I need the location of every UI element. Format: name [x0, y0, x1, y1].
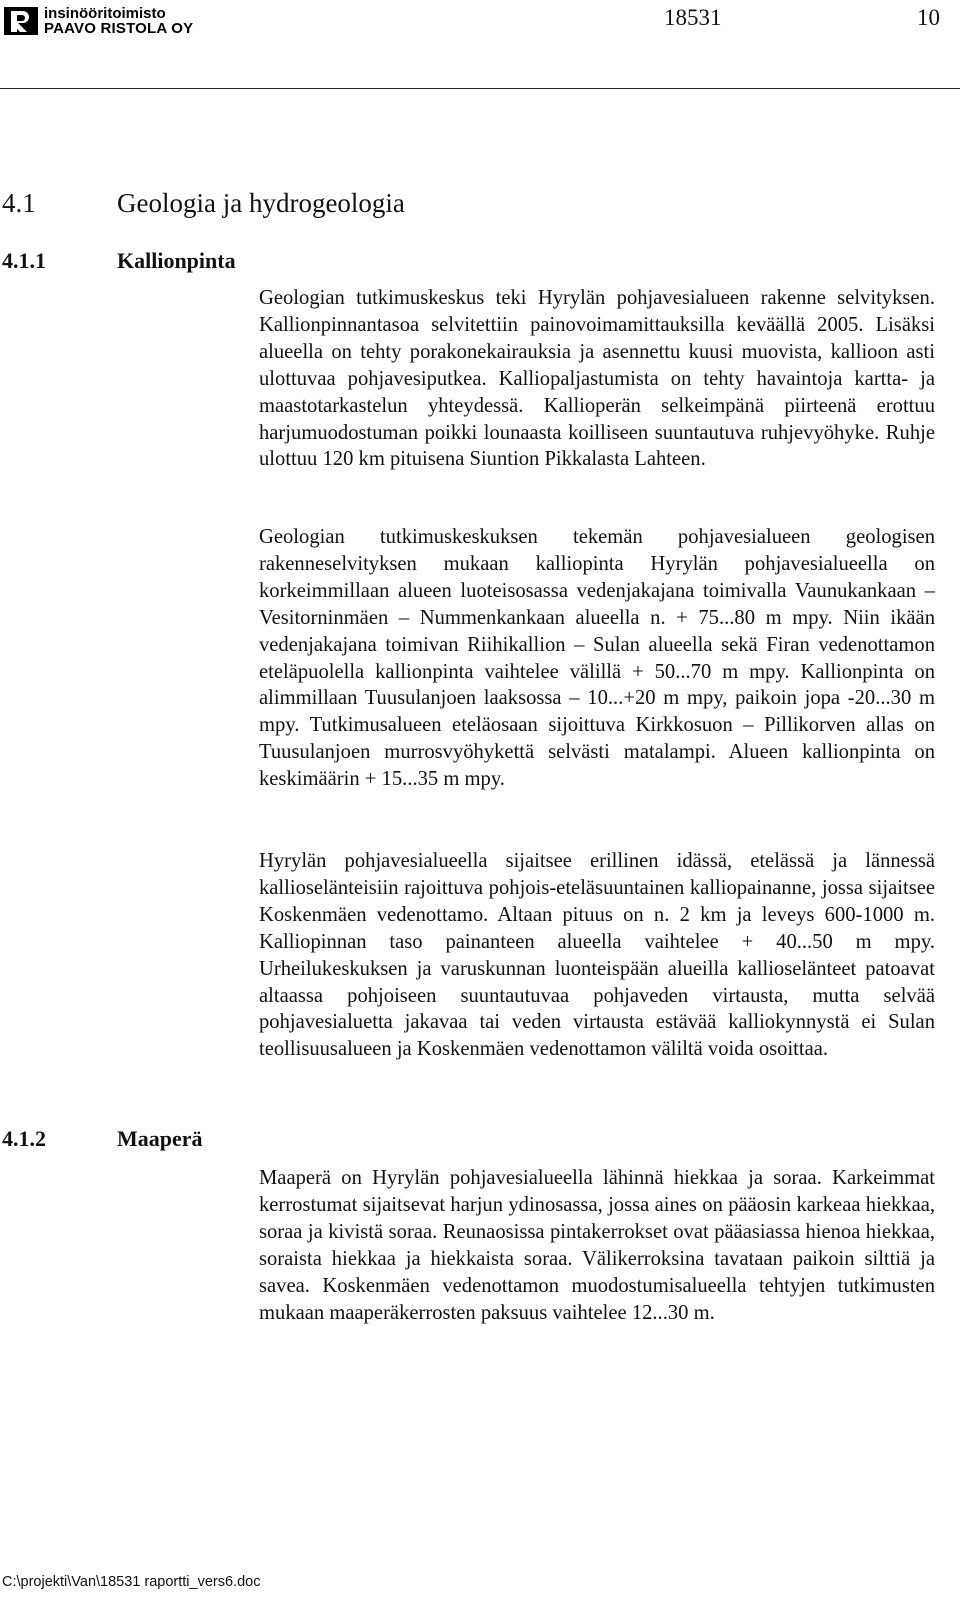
page-number: 10 — [917, 5, 940, 30]
paragraph: Geologian tutkimuskeskus teki Hyrylän pohjavesialueen rakenne selvityksen. Kallionpinnantasoa selvitettiin painovoimamittauksilla keväällä 2005. Lisäksi alueella on tehty porakonekairauksia ja asennettu kuusi muovista, kallioon asti ulottuvaa pohjavesiputkea. Kalliopaljastumista on tehty havaintoja kartta- ja maastotarkastelun yhteydessä. Kallioperän selkeimpänä piirteenä erottuu harjumuodostuman poikki lounaasta koilliseen suuntautuva ruhjevyöhyke. Ruhje ulottuu 120 km pituisena Siuntion Pikkalasta Lahteen. — [259, 287, 935, 471]
company-name-line2: PAAVO RISTOLA OY — [44, 20, 194, 37]
subsection-number: 4.1.1 — [2, 248, 46, 273]
section-number: 4.1 — [2, 188, 36, 218]
company-logo — [4, 6, 274, 36]
document-number: 18531 — [664, 5, 722, 30]
subsection-title: Kallionpinta — [117, 248, 236, 273]
company-name-line1: insinööritoimisto — [44, 5, 166, 22]
header-divider — [0, 88, 960, 89]
company-logo-mark-icon — [4, 7, 38, 35]
paragraph: Hyrylän pohjavesialueella sijaitsee erillinen idässä, etelässä ja lännessä kallioselänteisiin rajoittuva pohjois-eteläsuuntainen kalliopainanne, jossa sijaitsee Koskenmäen vedenottamo. Altaan pituus on n. 2 km ja leveys 600-1000 m. Kalliopinnan taso painanteen alueella vaihtelee + 40...50 m mpy. Urheilukeskuksen ja varuskunnan luonteispään alueilla kallioselänteet patoavat altaassa pohjoiseen suuntautuvaa pohjaveden virtausta, mutta selvää pohjavesialuetta jakavaa tai veden virtausta estävää kalliokynnystä ei Sulan teollisuusalueen ja Koskenmäen vedenottamon väliltä voida osoittaa. — [259, 850, 935, 1061]
section-title: Geologia ja hydrogeologia — [117, 188, 405, 218]
subsection-number: 4.1.2 — [2, 1126, 46, 1151]
paragraph: Maaperä on Hyrylän pohjavesialueella lähinnä hiekkaa ja soraa. Karkeimmat kerrostumat sijaitsevat harjun ydinosassa, jossa aines on pääosin karkeaa hiekkaa, soraa ja kivistä soraa. Reunaosissa pintakerrokset ovat pääasiassa hienoa hiekkaa, soraista hiekkaa ja hiekkaista soraa. Välikerroksina tavataan paikoin silttiä ja savea. Koskenmäen vedenottamon muodostumisalueella tehtyjen tutkimusten mukaan maaperäkerrosten paksuus vaihtelee 12...30 m. — [259, 1167, 935, 1324]
subsection-title: Maaperä — [117, 1126, 203, 1151]
paragraph: Geologian tutkimuskeskuksen tekemän pohjavesialueen geologisen rakenneselvityksen mukaan kalliopinta Hyrylän pohjavesialueella on korkeimmillaan alueen luoteisosassa vedenjakajana toimivalla Vaunukankaan – Vesitorninmäen – Nummenkankaan alueella n. + 75...80 m mpy. Niin ikään vedenjakajana toimivan Riihikallion – Sulan alueella sekä Firan vedenottamon eteläpuolella kallionpinta vaihtelee välillä + 50...70 m mpy. Kallionpinta on alimmillaan Tuusulanjoen laaksossa – 10...+20 m mpy, paikoin jopa -20...30 m mpy. Tutkimusalueen eteläosaan sijoittuva Kirkkosuon – Pillikorven allas on Tuusulanjoen murrosvyöhykettä selvästi matalampi. Alueen kallionpinta on keskimäärin + 15...35 m mpy. — [259, 526, 935, 791]
footer-file-path: C:\projekti\Van\18531 raportti_vers6.doc — [2, 1574, 261, 1590]
